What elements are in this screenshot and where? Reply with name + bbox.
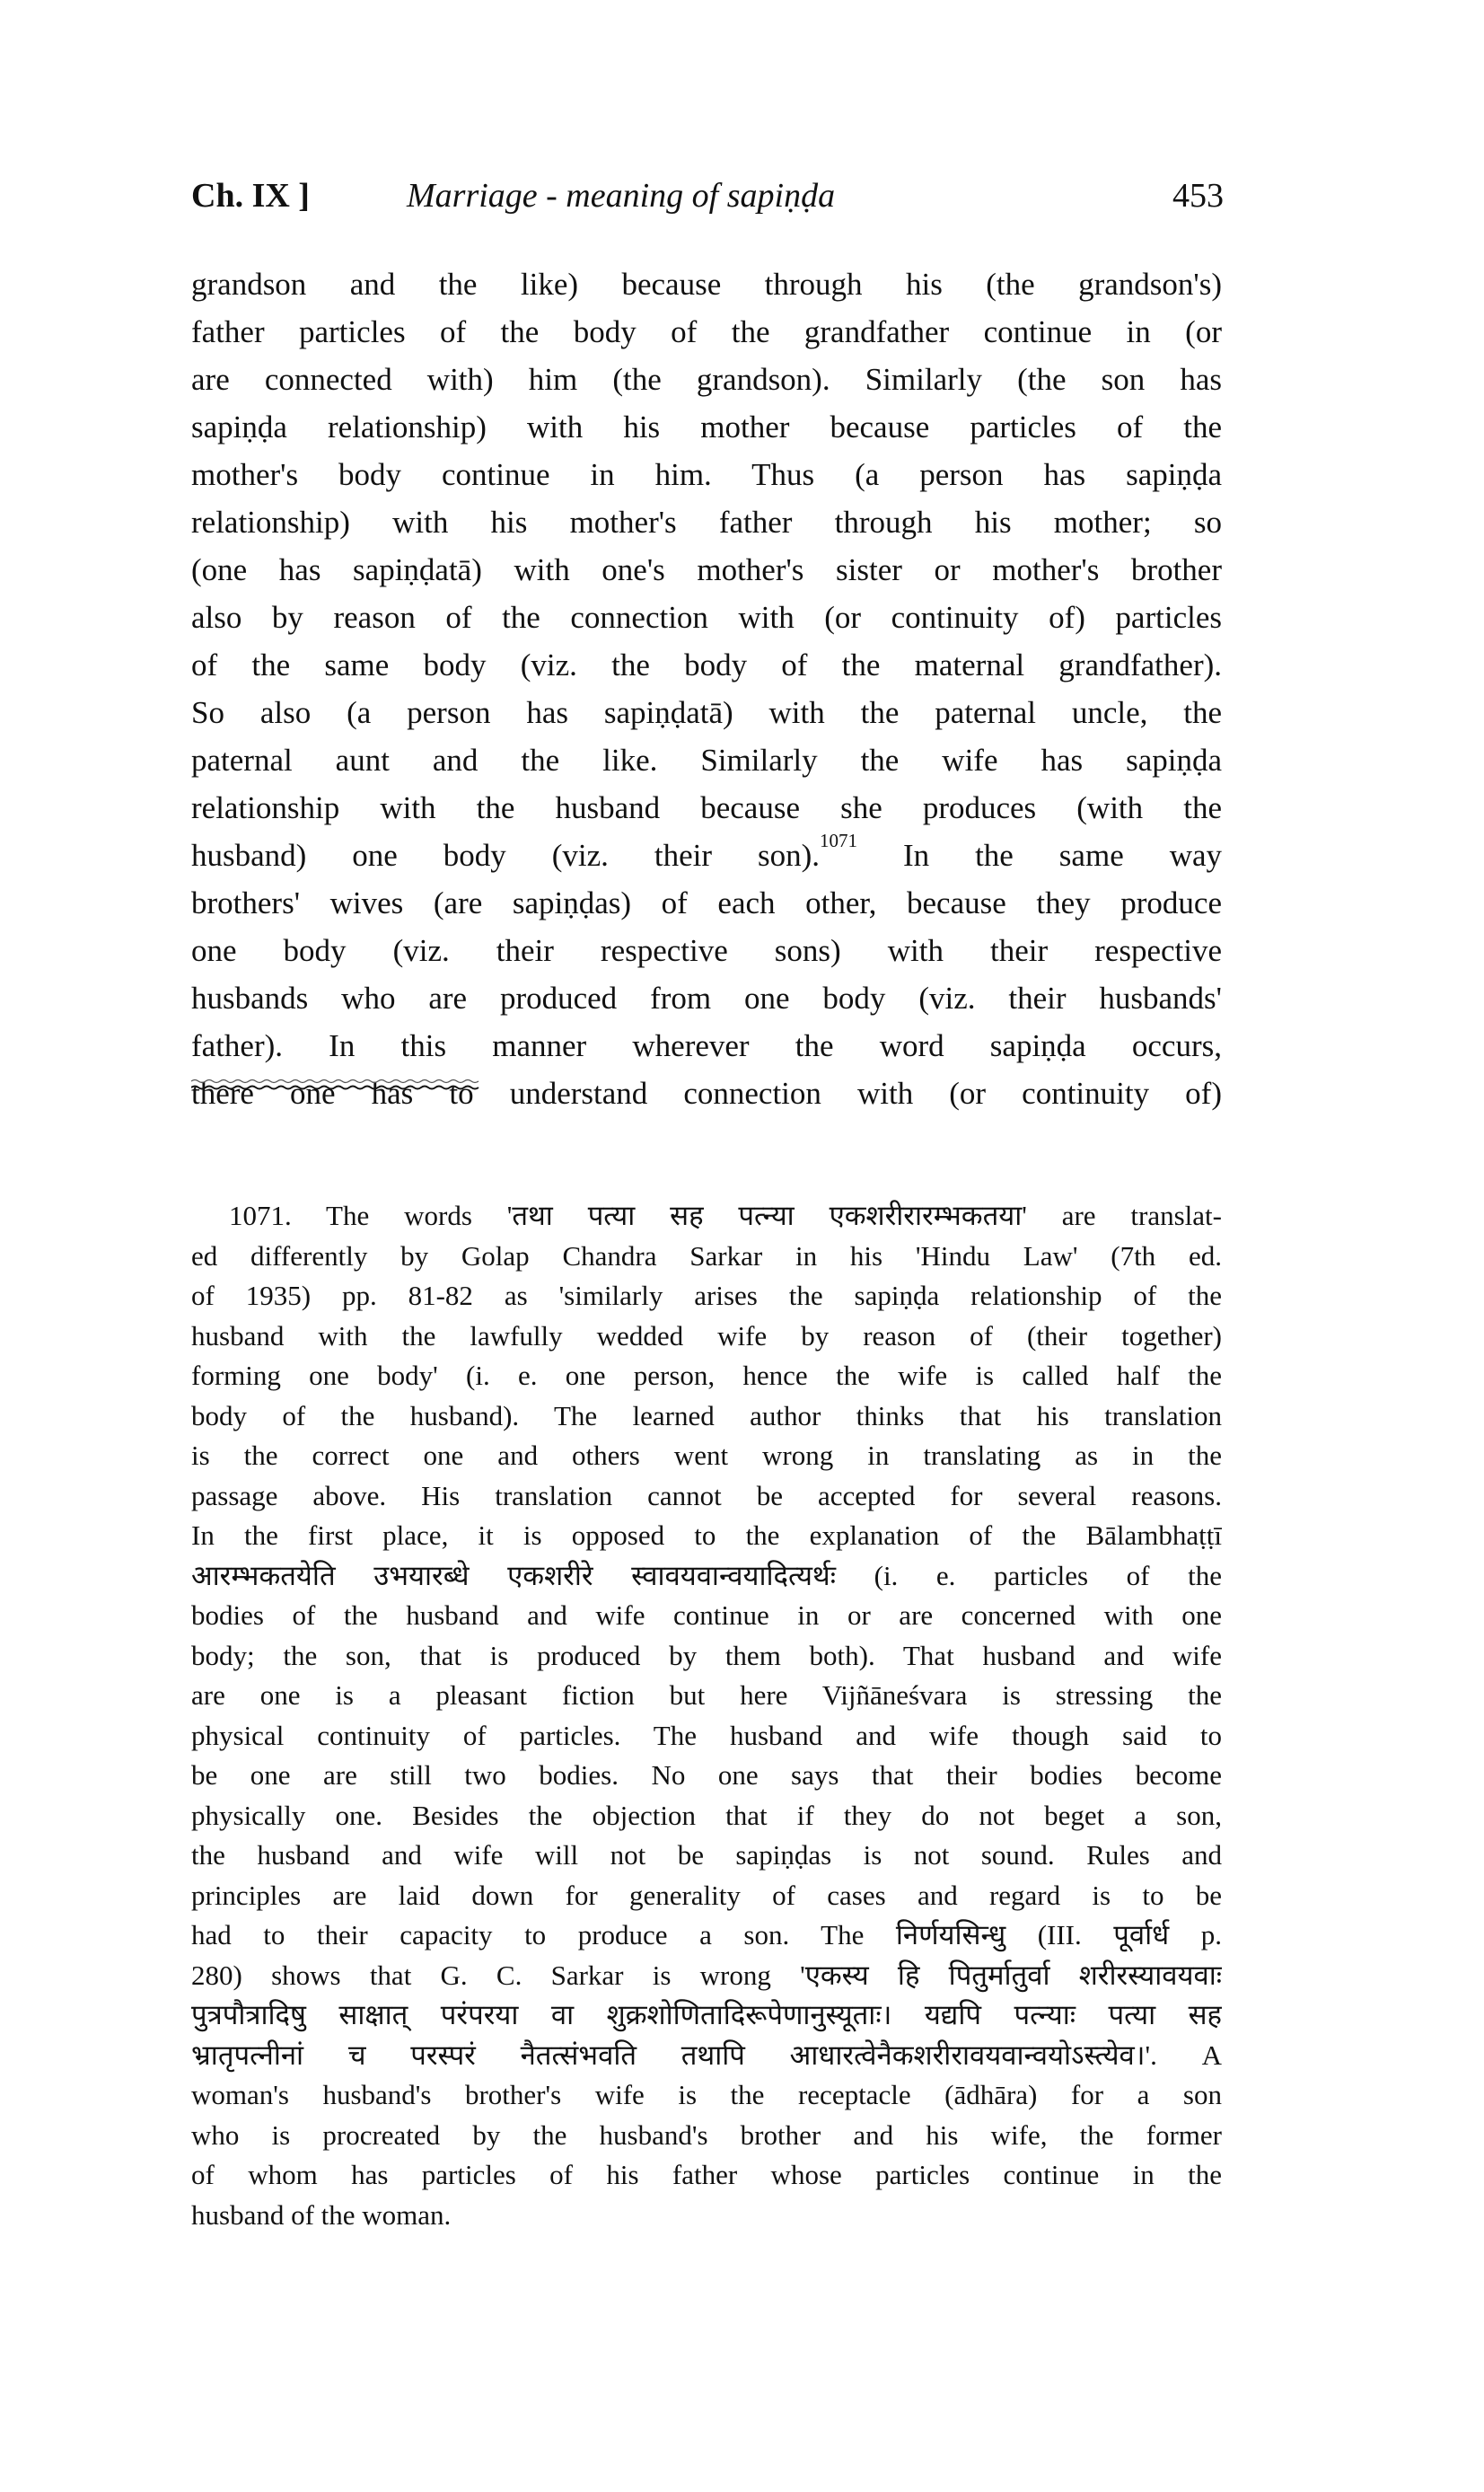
footnote-line: principles are laid down for generality of cases and regard is to be xyxy=(191,1879,1222,1911)
body-line: husbands who are produced from one body (viz. their husbands' xyxy=(191,981,1222,1016)
running-header xyxy=(191,176,1224,221)
body-line: relationship with the husband because she produces (with the xyxy=(191,790,1222,825)
footnote-line: body; the son, that is produced by them both). That husband and wife xyxy=(191,1639,1222,1671)
footnote-line: the husband and wife will not be sapiṇḍas is not sound. Rules and xyxy=(191,1839,1222,1871)
footnote-line: of 1935) pp. 81-82 as 'similarly arises the sapiṇḍa relationship of the xyxy=(191,1280,1222,1311)
body-line: also by reason of the connection with (or continuity of) particles xyxy=(191,600,1222,635)
footnote-line: woman's husband's brother's wife is the receptacle (ādhāra) for a son xyxy=(191,2079,1222,2110)
body-line: brothers' wives (are sapiṇḍas) of each other, because they produce xyxy=(191,885,1222,920)
footnote-separator xyxy=(191,1078,514,1090)
page-number: 453 xyxy=(1172,177,1224,215)
body-line: So also (a person has sapiṇḍatā) with the paternal uncle, the xyxy=(191,695,1222,730)
body-line xyxy=(191,832,1222,879)
body-line-text: husband) one body (viz. their son). xyxy=(191,838,820,873)
chapter-label: Ch. IX ] xyxy=(191,177,310,215)
body-text xyxy=(191,260,1222,1117)
footnote-line: passage above. His translation cannot be accepted for several reasons. xyxy=(191,1479,1222,1511)
body-line: one body (viz. their respective sons) with their respective xyxy=(191,933,1222,968)
footnote-1071 xyxy=(191,1196,1222,2235)
footnote-line: In the first place, it is opposed to the explanation of the Bālambhaṭṭī xyxy=(191,1519,1222,1551)
footnote-line: are one is a pleasant fiction but here Vijñāneśvara is stressing the xyxy=(191,1679,1222,1711)
footnote-line: पुत्रपौत्रादिषु साक्षात् परंपरया वा शुक्रशोणितादिरूपेणानुस्यूताः। यद्यपि पत्न्याः पत्या सह xyxy=(191,1999,1222,2030)
footnote-line: आरम्भकतयेति उभयारब्धे एकशरीरे स्वावयवान्वयादित्यर्थः (i. e. particles of the xyxy=(191,1559,1222,1591)
footnote-line: husband of the woman. xyxy=(191,2198,452,2231)
footnote-line: bodies of the husband and wife continue in or are concerned with one xyxy=(191,1599,1222,1631)
body-line: relationship) with his mother's father through his mother; so xyxy=(191,505,1222,540)
body-line: paternal aunt and the like. Similarly the wife has sapiṇḍa xyxy=(191,743,1222,778)
footnote-line: of whom has particles of his father whose particles continue in the xyxy=(191,2159,1222,2190)
footnote-line: 1071. The words 'तथा पत्या सह पत्न्या एकशरीरारम्भकतया' are translat- xyxy=(229,1200,1222,1231)
footnote-line: 280) shows that G. C. Sarkar is wrong 'एकस्य हि पितुर्मातुर्वा शरीरस्यावयवाः xyxy=(191,1959,1222,1991)
footnote-line: भ्रातृपत्नीनां च परस्परं नैतत्संभवति तथापि आधारत्वेनैकशरीरावयवान्वयोऽस्त्येव।'. A xyxy=(191,2039,1222,2071)
body-line-text: In the same way xyxy=(902,838,1222,873)
body-line: grandson and the like) because through his (the grandson's) xyxy=(191,267,1222,302)
body-line: of the same body (viz. the body of the maternal grandfather). xyxy=(191,647,1222,682)
footnote-line: who is procreated by the husband's brother and his wife, the former xyxy=(191,2118,1222,2151)
body-line: mother's body continue in him. Thus (a person has sapiṇḍa xyxy=(191,457,1222,492)
body-line: (one has sapiṇḍatā) with one's mother's sister or mother's brother xyxy=(191,552,1222,587)
footnote-line: had to their capacity to produce a son. The निर्णयसिन्धु (III. पूर्वार्ध p. xyxy=(191,1919,1222,1950)
footnote-line: husband with the lawfully wedded wife by reason of (their together) xyxy=(191,1319,1222,1352)
body-line: there one has to understand connection with (or continuity of) xyxy=(191,1076,1222,1111)
footnote-line: forming one body' (i. e. one person, hence the wife is called half the xyxy=(191,1360,1222,1391)
footnote-line: physical continuity of particles. The husband and wife though said to xyxy=(191,1719,1222,1751)
running-title: Marriage - meaning of sapiṇḍa xyxy=(407,177,836,215)
footnote-reference[interactable]: 1071 xyxy=(820,832,857,851)
body-line: father particles of the body of the grandfather continue in (or xyxy=(191,314,1222,349)
footnote-line: ed differently by Golap Chandra Sarkar in his 'Hindu Law' (7th ed. xyxy=(191,1239,1222,1272)
footnote-line: is the correct one and others went wrong in translating as in the xyxy=(191,1440,1222,1471)
body-line: sapiṇḍa relationship) with his mother because particles of the xyxy=(191,409,1222,445)
body-line: are connected with) him (the grandson). Similarly (the son has xyxy=(191,362,1222,397)
footnote-line: body of the husband). The learned author thinks that his translation xyxy=(191,1399,1222,1431)
body-line: father). In this manner wherever the word sapiṇḍa occurs, xyxy=(191,1028,1222,1063)
footnote-line: physically one. Besides the objection that if they do not beget a son, xyxy=(191,1799,1222,1831)
footnote-line: be one are still two bodies. No one says that their bodies become xyxy=(191,1759,1222,1791)
